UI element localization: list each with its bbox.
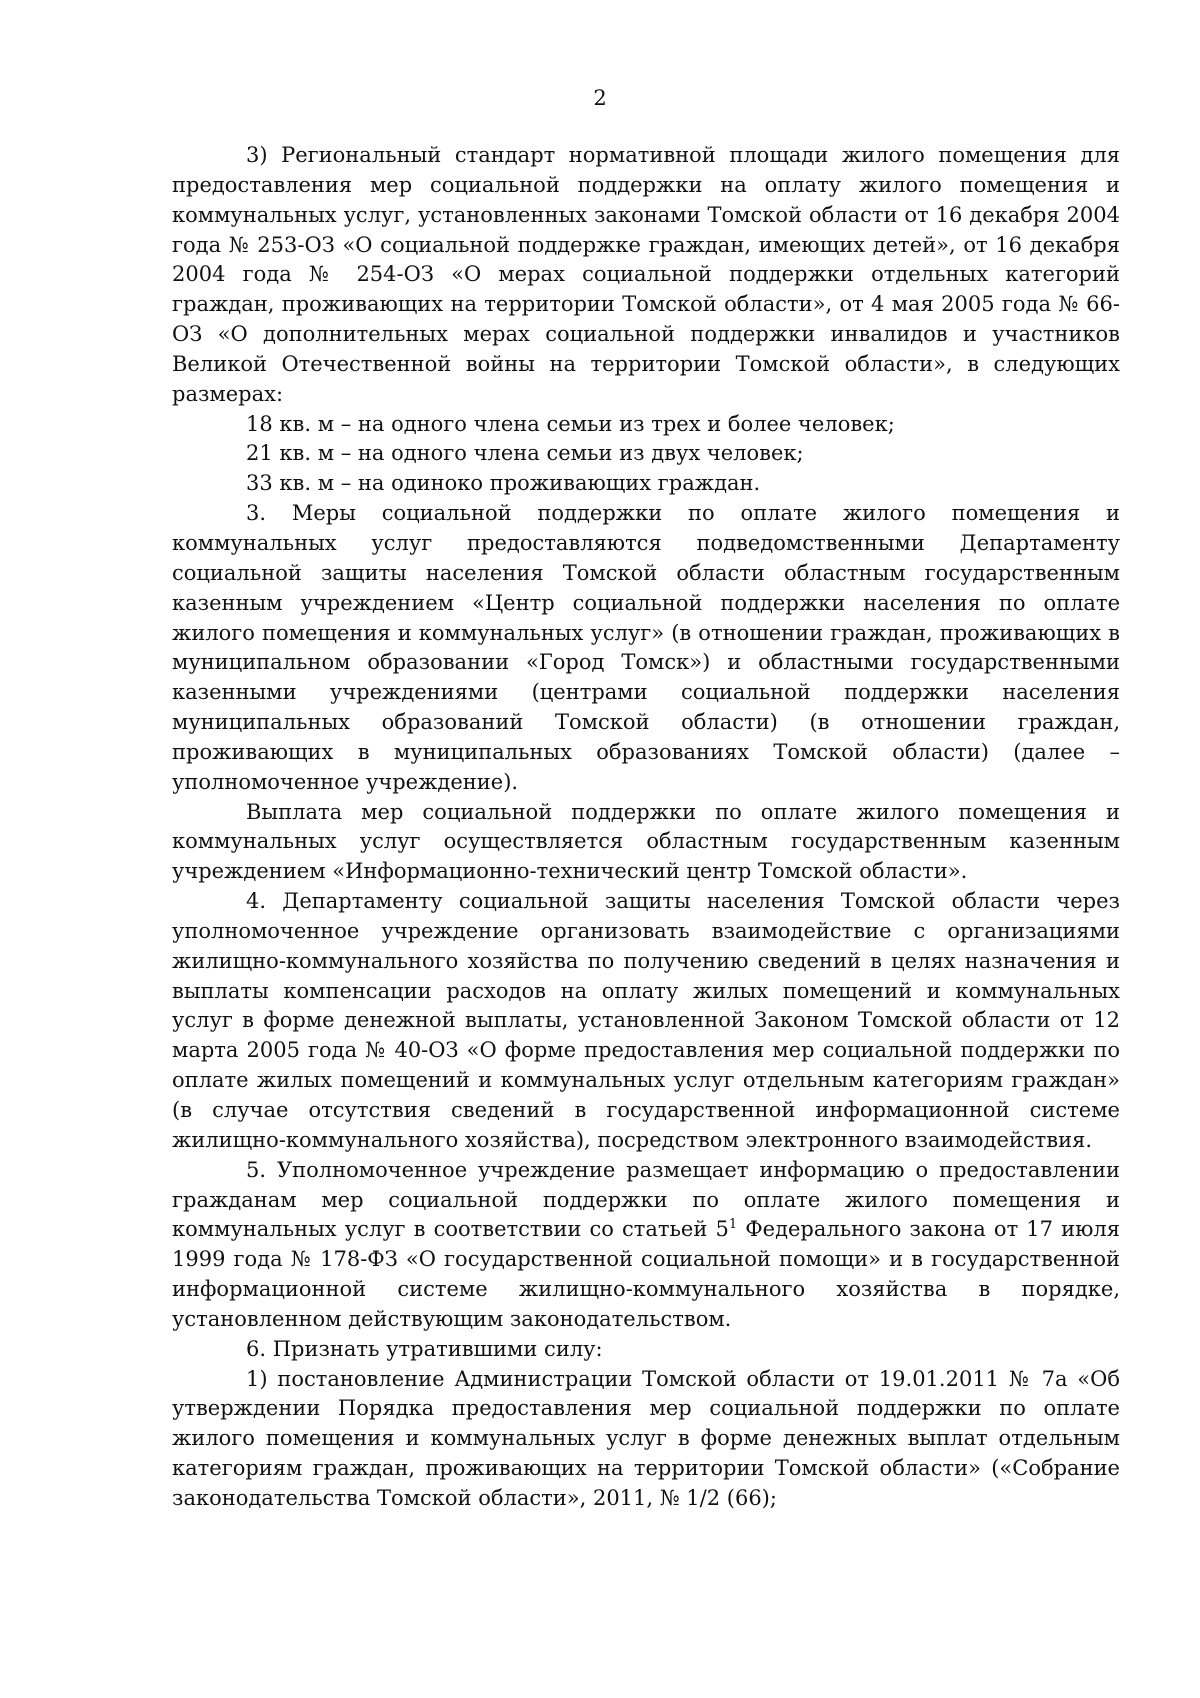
- paragraph-regional-standard: 3) Региональный стандарт нормативной площади жилого помещения для предоставления мер социальной поддержки на оплату жилого помещения и коммунальных услуг, установленных законами Томской области от 16 декабря 2004 года № 253-ОЗ «О социальной поддержке граждан, имеющих детей», от 16 декабря 2004 года № 254-ОЗ «О мерах социальной поддержки отдельных категорий граждан, проживающих на территории Томской области», от 4 мая 2005 года № 66-ОЗ «О дополнительных мерах социальной поддержки инвалидов и участников Великой Отечественной войны на территории Томской области», в следующих размерах:: [172, 143, 1120, 406]
- paragraph-payment: Выплата мер социальной поддержки по оплате жилого помещения и коммунальных услуг осуществляется областным государственным казенным учреждением «Информационно-технический центр Томской области».: [172, 799, 1120, 884]
- superscript-article-index: 1: [728, 1217, 738, 1233]
- paragraph-item-6-1: 1) постановление Администрации Томской области от 19.01.2011 № 7а «Об утверждении Порядка предоставления мер социальной поддержки по оплате жилого помещения и коммунальных услуг в форме денежных выплат отдельным категориям граждан, проживающих на территории Томской области» («Собрание законодательства Томской области», 2011, № 1/2 (66);: [172, 1366, 1120, 1510]
- paragraph-item-5-text-before: 5. Уполномоченное учреждение размещает информацию о предоставлении гражданам мер социальной поддержки по оплате жилого помещения и коммунальных услуг в соответствии со статьей 5: [172, 1157, 1120, 1242]
- page-number: 2: [593, 86, 607, 110]
- paragraph-norm-21: 21 кв. м – на одного члена семьи из двух человек;: [246, 441, 804, 466]
- paragraph-item-3: 3. Меры социальной поддержки по оплате жилого помещения и коммунальных услуг предоставляются подведомственными Департаменту социальной защиты населения Томской области областным государственным казенным учреждением «Центр социальной поддержки населения по оплате жилого помещения и коммунальных услуг» (в отношении граждан, проживающих в муниципальном образовании «Город Томск») и областными государственными казенными учреждениями (центрами социальной поддержки населения муниципальных образований Томской области) (в отношении граждан, проживающих в муниципальных образованиях Томской области) (далее – уполномоченное учреждение).: [172, 501, 1120, 794]
- paragraph-item-4: 4. Департаменту социальной защиты населения Томской области через уполномоченное учреждение организовать взаимодействие с организациями жилищно-коммунального хозяйства по получению сведений в целях назначения и выплаты компенсации расходов на оплату жилых помещений и коммунальных услуг в форме денежной выплаты, установленной Законом Томской области от 12 марта 2005 года № 40-ОЗ «О форме предоставления мер социальной поддержки по оплате жилых помещений и коммунальных услуг отдельным категориям граждан» (в случае отсутствия сведений в государственной информационной системе жилищно-коммунального хозяйства), посредством электронного взаимодействия.: [172, 889, 1120, 1152]
- paragraph-norm-33: 33 кв. м – на одиноко проживающих граждан.: [246, 471, 761, 496]
- paragraph-item-6: 6. Признать утратившими силу:: [246, 1336, 603, 1361]
- paragraph-norm-18: 18 кв. м – на одного члена семьи из трех и более человек;: [246, 411, 895, 436]
- paragraph-item-5-text-after: Федерального закона от 17 июля 1999 года № 178-ФЗ «О государственной социальной помощи» и в государственной информационной системе жилищно-коммунального хозяйства в порядке, установленном действующим законодательством.: [172, 1217, 1120, 1331]
- document-body: [172, 141, 1120, 1514]
- paragraph-item-5: [172, 1156, 1120, 1335]
